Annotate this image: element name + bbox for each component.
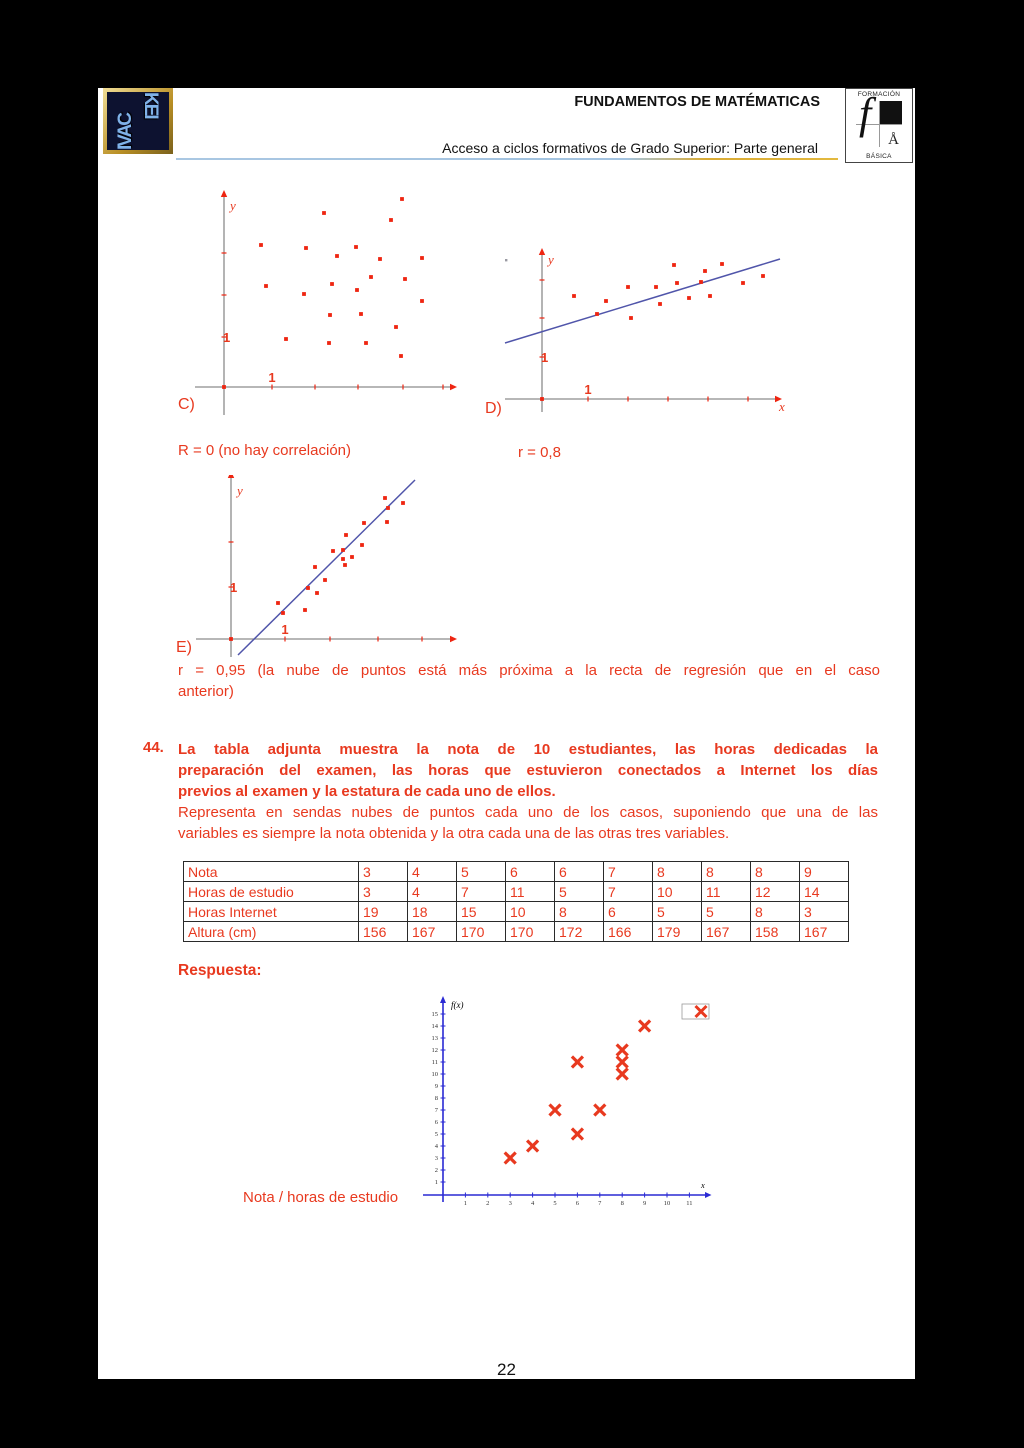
table-cell: 170 [506,922,555,942]
svg-text:1: 1 [434,1179,438,1186]
logo-text-basica: BÁSICA [866,153,892,160]
plot-c-label: C) [178,396,195,413]
table-row [184,862,849,882]
svg-text:2: 2 [434,1167,438,1174]
formacion-basica-logo [845,88,913,163]
svg-text:1: 1 [230,580,238,595]
svg-text:1: 1 [463,1200,468,1207]
svg-text:2: 2 [486,1200,490,1207]
table-cell: 5 [457,862,506,882]
table-cell: 12 [751,882,800,902]
document-subtitle: Acceso a ciclos formativos de Grado Superior: Parte general [442,140,818,156]
svg-text:1: 1 [584,382,592,397]
emblem-black-square [879,101,902,124]
svg-text:1: 1 [268,370,276,385]
table-cell: 7 [604,882,653,902]
scatter-plot-e [190,475,460,660]
table-cell: 8 [751,902,800,922]
table-cell: 19 [359,902,408,922]
ivac-kei-logo-inner [107,92,169,150]
emblem-vline [879,101,880,147]
table-cell: 167 [702,922,751,942]
svg-text:8: 8 [434,1095,438,1102]
plot-c-caption: R = 0 (no hay correlación) [178,442,351,459]
svg-text:7: 7 [434,1107,438,1114]
table-cell: 11 [506,882,555,902]
svg-text:9: 9 [642,1200,647,1207]
respuesta-label: Respuesta: [178,962,262,979]
problem-statement [178,739,878,844]
table-cell: 3 [359,882,408,902]
table-cell: 11 [702,882,751,902]
svg-text:3: 3 [508,1200,512,1207]
plot-e-label: E) [176,639,192,656]
text-line: Representa en sendas nubes de puntos cada uno de los casos, suponiendo que una de las [178,804,878,821]
table-cell: 179 [653,922,702,942]
table-cell: 10 [653,882,702,902]
svg-text:1: 1 [281,622,289,637]
svg-text:15: 15 [431,1011,438,1018]
table-cell: 8 [751,862,800,882]
svg-text:13: 13 [431,1035,438,1042]
svg-text:y: y [237,483,243,498]
svg-text:9: 9 [434,1083,438,1090]
svg-text:f(x): f(x) [451,1000,464,1010]
svg-text:y: y [230,198,236,213]
scatter-plot-d [495,245,790,415]
table-cell: 9 [800,862,849,882]
table-cell: 6 [555,862,604,882]
svg-text:4: 4 [530,1200,535,1207]
table-cell: 5 [653,902,702,922]
table-row-label: Horas Internet [184,902,359,922]
svg-text:1: 1 [541,350,549,365]
svg-text:6: 6 [575,1200,580,1207]
page-number: 22 [497,1360,516,1379]
document-page [98,88,915,1379]
svg-text:5: 5 [434,1131,438,1138]
table-cell: 15 [457,902,506,922]
table-cell: 3 [800,902,849,922]
table-cell: 170 [457,922,506,942]
table-cell: 5 [555,882,604,902]
svg-text:6: 6 [434,1119,438,1126]
text-line: previos al examen y la estatura de cada uno de ellos. [178,783,556,800]
table-row [184,882,849,902]
table-cell: 3 [359,862,408,882]
answer-chart-caption: Nota / horas de estudio [243,1189,399,1206]
table-cell: 166 [604,922,653,942]
plot-d-caption: r = 0,8 [518,444,561,461]
svg-text:1: 1 [223,330,231,345]
table-row [184,922,849,942]
svg-text:7: 7 [598,1200,602,1207]
svg-text:5: 5 [553,1200,557,1207]
header-divider [176,158,838,160]
svg-text:3: 3 [434,1155,438,1162]
svg-text:8: 8 [620,1200,624,1207]
svg-text:10: 10 [431,1071,438,1078]
answer-scatter-chart [418,995,712,1208]
table-cell: 158 [751,922,800,942]
table-cell: 4 [408,882,457,902]
emblem-f-glyph: f [859,89,872,138]
svg-text:10: 10 [663,1200,671,1207]
table-cell: 167 [408,922,457,942]
logo-text-formacion: FORMACIÓN [857,91,901,98]
svg-text:11: 11 [686,1200,693,1207]
ivac-kei-logo [103,88,173,154]
document-title: FUNDAMENTOS DE MATÉMATICAS [574,94,820,110]
text-line: La tabla adjunta muestra la nota de 10 estudiantes, las horas dedicadas la [178,741,878,758]
table-cell: 10 [506,902,555,922]
problem-number: 44. [143,739,164,756]
svg-text:y: y [548,252,554,267]
svg-text:12: 12 [431,1047,438,1054]
svg-text:4: 4 [434,1143,438,1150]
logo-text-kei: KEI [140,92,161,118]
text-line: r = 0,95 (la nube de puntos está más próxima a la recta de regresión que en el caso [178,662,880,679]
svg-text:11: 11 [431,1059,438,1066]
plot-d-label: D) [485,400,502,417]
table-cell: 156 [359,922,408,942]
table-cell: 18 [408,902,457,922]
table-cell: 6 [506,862,555,882]
text-line: preparación del examen, las horas que estuvieron conectados a Internet los días [178,762,878,779]
table-cell: 172 [555,922,604,942]
table-cell: 167 [800,922,849,942]
table-cell: 14 [800,882,849,902]
table-row-label: Altura (cm) [184,922,359,942]
svg-text:14: 14 [431,1023,438,1030]
data-table [183,861,849,942]
table-row-label: Nota [184,862,359,882]
table-cell: 8 [702,862,751,882]
text-line: anterior) [178,683,234,700]
plot-e-caption [178,660,880,702]
table-cell: 8 [555,902,604,922]
table-cell: 4 [408,862,457,882]
svg-text:x: x [701,1180,705,1190]
scatter-plot-c [192,188,457,433]
text-line: variables es siempre la nota obtenida y la otra cada una de las otras tres variables. [178,825,730,842]
table-cell: 7 [604,862,653,882]
svg-text:x: x [779,399,785,414]
table-cell: 7 [457,882,506,902]
table-row-label: Horas de estudio [184,882,359,902]
table-cell: 6 [604,902,653,922]
logo-text-ivac: IVAC [115,114,136,150]
table-cell: 8 [653,862,702,882]
table-row [184,902,849,922]
emblem-a-glyph: Å [888,132,899,148]
table-cell: 5 [702,902,751,922]
